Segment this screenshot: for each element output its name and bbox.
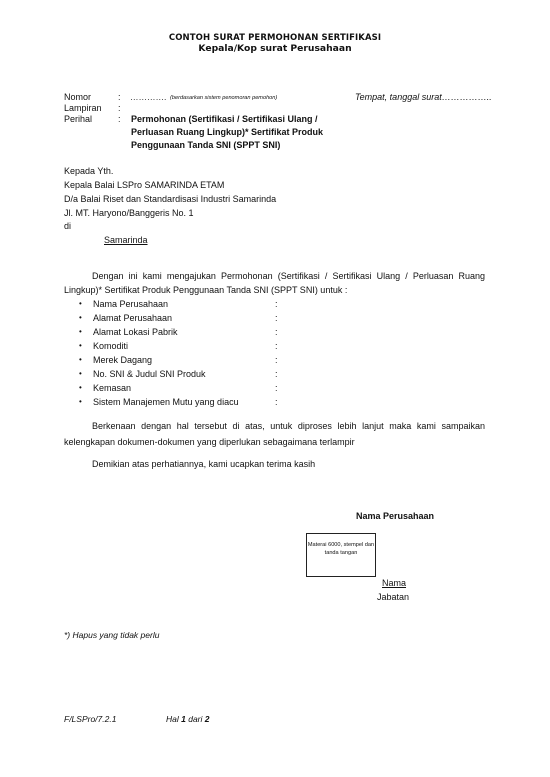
intro-paragraph: Dengan ini kami mengajukan Permohonan (Sertifikasi / Sertifikasi Ulang / Perluasan Ruang Lingkup)* Sertifikat Produk Penggunaan Tanda SNI (SPPT SNI) untuk :	[64, 271, 485, 295]
page-number: 1	[181, 714, 186, 724]
nomor-colon: :	[118, 92, 121, 102]
lampiran-label: Lampiran	[64, 103, 102, 113]
item-colon: :	[275, 313, 278, 323]
perihal-line-3: Penggunaan Tanda SNI (SPPT SNI)	[131, 140, 281, 150]
footer-page	[166, 714, 210, 724]
bullet-icon: •	[79, 369, 82, 378]
item-label: Sistem Manajemen Mutu yang diacu	[93, 397, 239, 407]
item-label: Alamat Perusahaan	[93, 313, 173, 323]
item-colon: :	[275, 341, 278, 351]
nomor-value: ………….	[130, 92, 167, 102]
place-date: Tempat, tanggal surat……………..	[355, 92, 492, 102]
bullet-icon: •	[79, 383, 82, 392]
recipient-line-2: Kepala Balai LSPro SAMARINDA ETAM	[64, 180, 225, 190]
perihal-line-1: Permohonan (Sertifikasi / Sertifikasi Ulang /	[131, 114, 318, 124]
recipient-line-1: Kepada Yth.	[64, 166, 114, 176]
item-label: Kemasan	[93, 383, 132, 393]
item-label: Alamat Lokasi Pabrik	[93, 327, 178, 337]
footer-code: F/LSPro/7.2.1	[64, 714, 117, 724]
recipient-line-5: di	[64, 221, 72, 231]
signature-position: Jabatan	[377, 592, 410, 602]
signature-company: Nama Perusahaan	[356, 511, 435, 521]
item-colon: :	[275, 369, 278, 379]
perihal-line-2: Perluasan Ruang Lingkup)* Sertifikat Produk	[131, 127, 324, 137]
bullet-icon: •	[79, 355, 82, 364]
lampiran-colon: :	[118, 103, 121, 113]
recipient-line-4: Jl. MT. Haryono/Banggeris No. 1	[64, 208, 194, 218]
stamp-box: Materai 6000, stempel dan tanda tangan	[306, 533, 376, 577]
page-prefix: Hal	[166, 714, 182, 724]
item-label: Nama Perusahaan	[93, 299, 169, 309]
letterhead-subtitle: Kepala/Kop surat Perusahaan	[198, 43, 352, 54]
bullet-icon: •	[79, 341, 82, 350]
item-label: Komoditi	[93, 341, 129, 351]
perihal-colon: :	[118, 114, 121, 124]
document-title: CONTOH SURAT PERMOHONAN SERTIFIKASI	[168, 33, 382, 43]
page-total: 2	[204, 714, 210, 724]
recipient-line-3: D/a Balai Riset dan Standardisasi Industri Samarinda	[64, 194, 277, 204]
item-colon: :	[275, 327, 278, 337]
attachment-paragraph: Berkenaan dengan hal tersebut di atas, untuk diproses lebih lanjut maka kami sampaikan kelengkapan dokumen-dokumen yang diperlukan sebagaimana terlampir	[64, 421, 485, 447]
recipient-city: Samarinda	[104, 235, 148, 245]
item-colon: :	[275, 355, 278, 365]
item-colon: :	[275, 397, 278, 407]
item-colon: :	[275, 383, 278, 393]
nomor-label: Nomor	[64, 92, 92, 102]
nomor-note: (berdasarkan sistem penomoran pemohon)	[170, 95, 278, 101]
footnote: *) Hapus yang tidak perlu	[64, 630, 160, 640]
bullet-icon: •	[79, 299, 82, 308]
item-label: No. SNI & Judul SNI Produk	[93, 369, 206, 379]
bullet-icon: •	[79, 327, 82, 336]
closing-text: Demikian atas perhatiannya, kami ucapkan terima kasih	[92, 459, 316, 469]
item-colon: :	[275, 299, 278, 309]
bullet-icon: •	[79, 313, 82, 322]
page-mid: dari	[185, 714, 205, 724]
perihal-label: Perihal	[64, 114, 93, 124]
signature-name: Nama	[382, 578, 407, 588]
item-label: Merek Dagang	[93, 355, 153, 365]
bullet-icon: •	[79, 397, 82, 406]
